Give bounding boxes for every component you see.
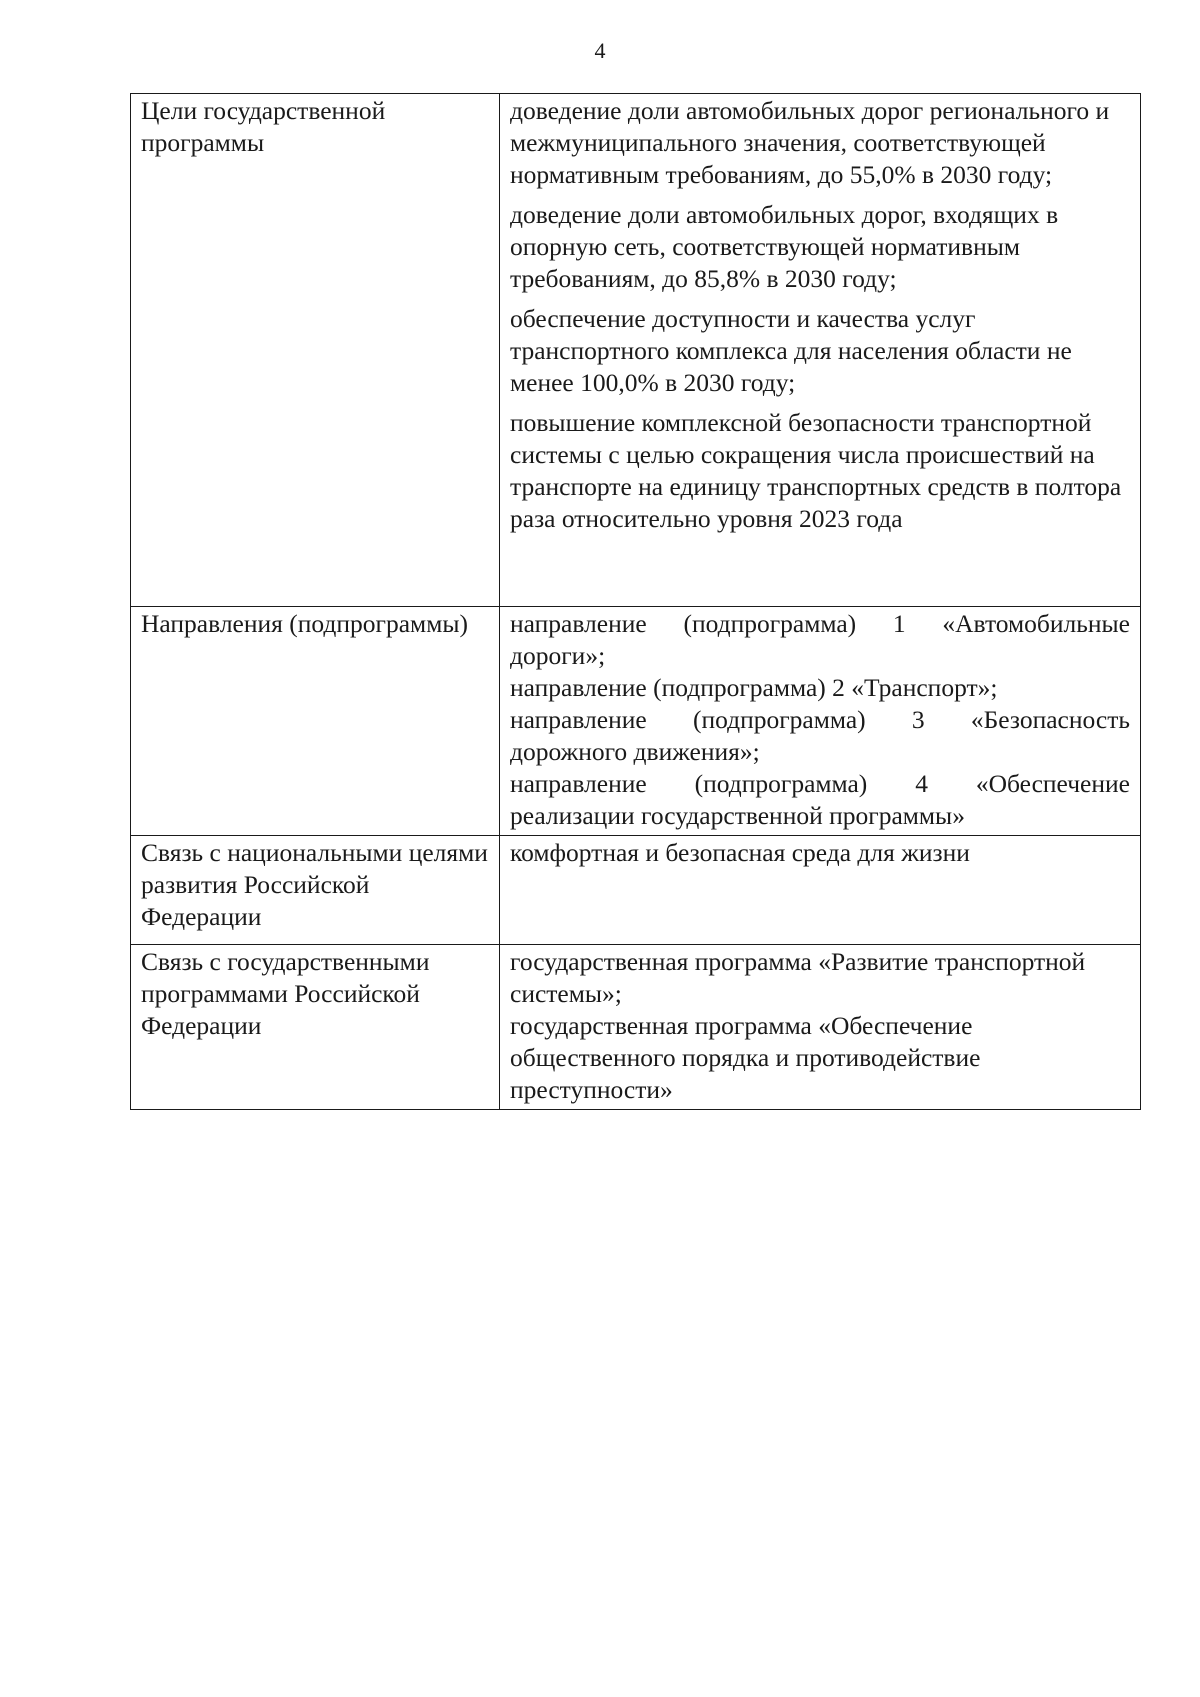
row-value-state-programs	[500, 945, 1141, 1110]
goal-paragraph-1: доведение доли автомобильных дорог регионального и межмуниципального значения, соответствующей нормативным требованиям, до 55,0% в 2030 году;	[510, 96, 1110, 189]
row-value-goals	[500, 94, 1141, 607]
table-row-national-goals	[131, 836, 1141, 945]
row-value-national-goals	[500, 836, 1141, 945]
direction-item-1: направление (подпрограмма) 1 «Автомобильные дороги»;	[510, 609, 1130, 670]
row-value-directions	[500, 607, 1141, 836]
row-label-directions: Направления (подпрограммы)	[131, 607, 500, 836]
table-row-goals	[131, 94, 1141, 607]
state-program-item-2: государственная программа «Обеспечение общественного порядка и противодействие преступности»	[510, 1011, 981, 1104]
row-label-state-programs: Связь с государственными программами Российской Федерации	[131, 945, 500, 1110]
state-program-item-1: государственная программа «Развитие транспортной системы»;	[510, 947, 1086, 1008]
page-number: 4	[594, 38, 606, 63]
national-goal-item-1: комфортная и безопасная среда для жизни	[510, 838, 970, 867]
goal-paragraph-4: повышение комплексной безопасности транспортной системы с целью сокращения числа происшествий на транспорте на единицу транспортных средств в полтора раза относительно уровня 2023 года	[510, 408, 1122, 533]
program-passport-table	[130, 93, 1141, 1110]
row-label-goals: Цели государственной программы	[131, 94, 500, 607]
row-label-national-goals: Связь с национальными целями развития Российской Федерации	[131, 836, 500, 945]
direction-item-3: направление (подпрограмма) 3 «Безопасность дорожного движения»;	[510, 705, 1130, 766]
goal-paragraph-2: доведение доли автомобильных дорог, входящих в опорную сеть, соответствующей нормативным требованиям, до 85,8% в 2030 году;	[510, 200, 1059, 293]
direction-item-4: направление (подпрограмма) 4 «Обеспечение реализации государственной программы»	[510, 769, 1130, 830]
table-row-directions	[131, 607, 1141, 836]
direction-item-2: направление (подпрограмма) 2 «Транспорт»;	[510, 673, 998, 702]
goal-paragraph-3: обеспечение доступности и качества услуг транспортного комплекса для населения области не менее 100,0% в 2030 году;	[510, 304, 1072, 397]
table-row-state-programs	[131, 945, 1141, 1110]
